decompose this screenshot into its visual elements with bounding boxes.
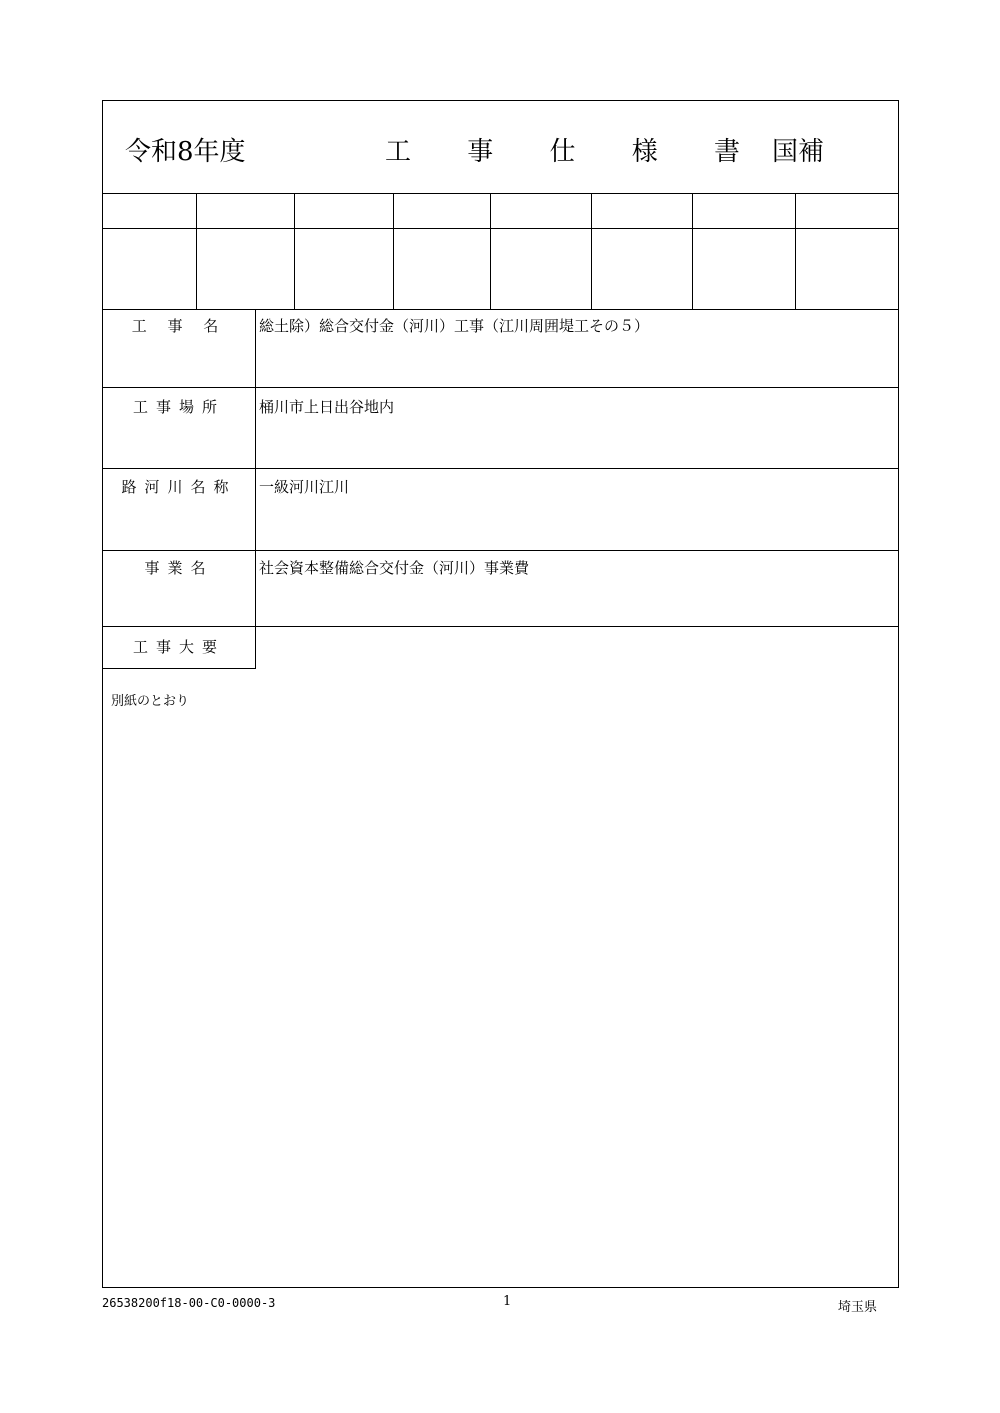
grid-column-divider [692,193,693,309]
document-code: 26538200f18-00-C0-0000-3 [102,1296,276,1310]
fiscal-year: 令和8年度 [125,137,246,167]
construction-site-value: 桶川市上日出谷地内 [259,398,395,416]
grid-column-divider [591,193,592,309]
outline-label-bottom [102,668,256,669]
grid-middle-line [102,228,899,229]
row-divider [102,387,899,388]
road-river-name-label: 路河川名称 [121,478,237,496]
page-number: 1 [503,1294,512,1309]
grid-column-divider [490,193,491,309]
document-title: 工 事 仕 様 書 [385,137,765,167]
row-divider [102,550,899,551]
construction-outline-label: 工事大要 [132,638,225,656]
outline-note: 別紙のとおり [111,694,190,709]
document-frame [102,100,899,1288]
grid-top-line [102,193,899,194]
row-divider [102,468,899,469]
grid-column-divider [196,193,197,309]
road-river-name-value: 一級河川江川 [259,478,350,496]
construction-name-label: 工 事 名 [131,317,227,335]
subsidy-tag: 国補 [772,137,825,167]
label-column-divider [255,309,256,668]
grid-bottom-line [102,309,899,310]
project-name-label: 事業名 [144,559,214,577]
project-name-value: 社会資本整備総合交付金（河川）事業費 [259,559,530,577]
grid-column-divider [795,193,796,309]
construction-site-label: 工事場所 [132,398,225,416]
grid-column-divider [294,193,295,309]
prefecture-name: 埼玉県 [838,1300,878,1315]
row-divider [102,626,899,627]
grid-column-divider [393,193,394,309]
construction-name-value: 総土除）総合交付金（河川）工事（江川周囲堤工その５） [259,317,650,335]
